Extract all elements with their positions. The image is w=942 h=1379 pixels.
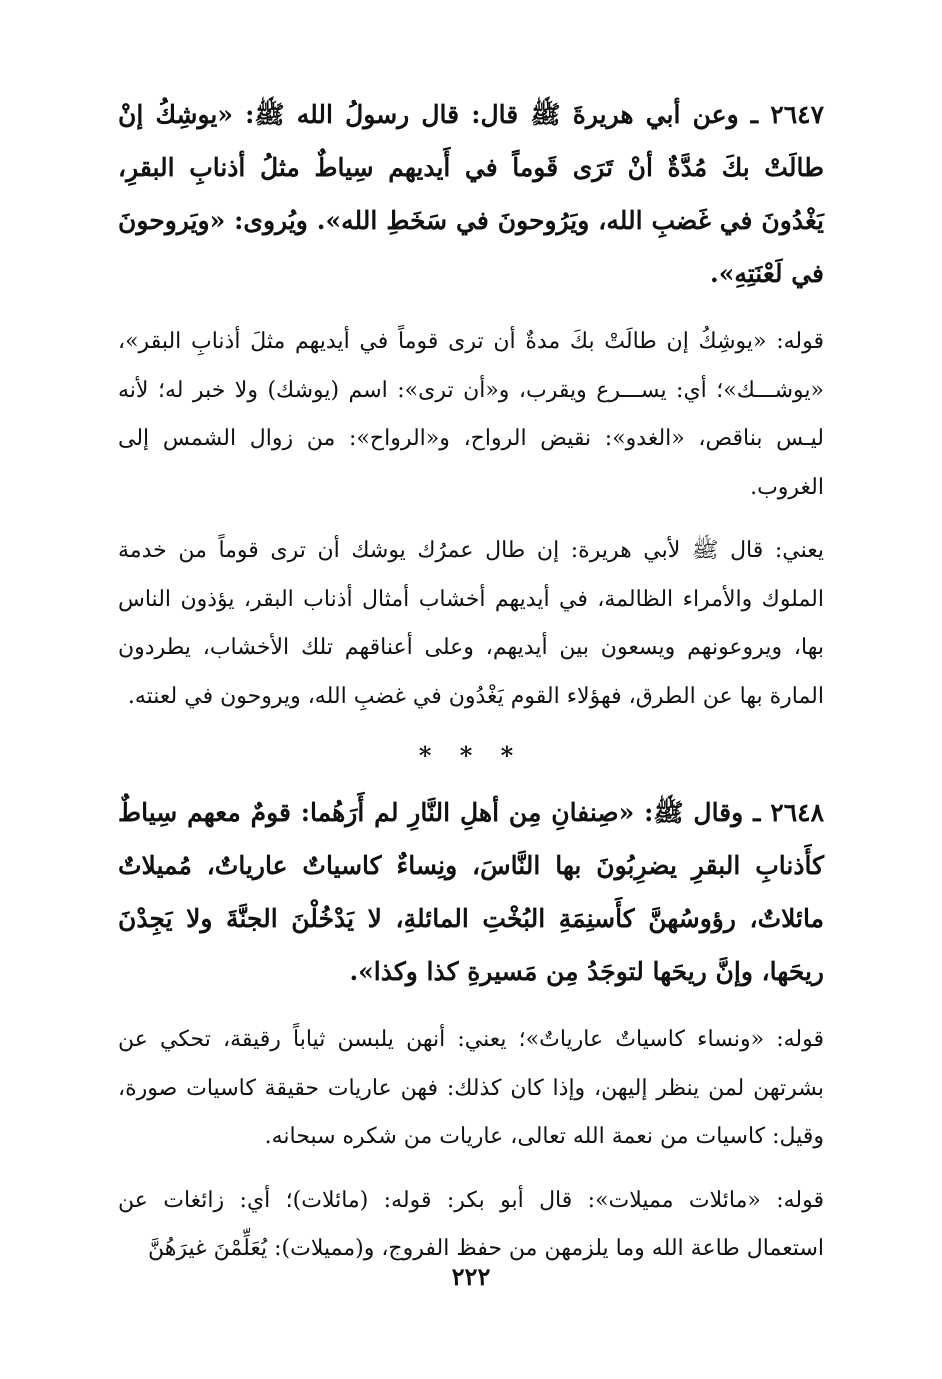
commentary-2648-explanation: قوله: «ونساء كاسياتٌ عارياتٌ»؛ يعني: أنهن يلبسن ثياباً رقيقة، تحكي عن بشرتهن لمن ينظر إليهن، وإذا كان كذلك: فهن عاريات حقيقة كاسيات صورة، وقيل: كاسيات من نعمة الله تعالى، عاريات من شكره سبحانه. — [118, 1027, 825, 1149]
hadith-2647: ٢٦٤٧ ـ وعن أبي هريرةَ ﷺ قال: قال رسولُ الله ﷺ: «يوشِكُ إنْ طالَتْ بكَ مُدَّةٌ أنْ تَرَى قَوماً في أَيديهم سِياطٌ مثلُ أذنابِ البقرِ، يَغْدُونَ في غَضبِ الله، ويَرُوحونَ في سَخَطِ الله». ويُروى: «ويَروحونَ في لَعْنَتِهِ». — [118, 100, 824, 288]
commentary-2647-meaning: يعني: قال ﷺ لأبي هريرة: إن طال عمرُك يوشك أن ترى قوماً من خدمة الملوك والأمراء الظالمة، في أيديهم أخشاب أمثال أذناب البقر، يؤذون الناس بها، ويروعونهم ويسعون بين أيديهم، وعلى أعناقهم تلك الأخشاب، يطردون المارة بها عن الطرق، فهؤلاء القوم يَغْدُون في غضبِ الله، ويروحون في لعنته. — [118, 538, 825, 709]
section-divider: * * * — [418, 741, 524, 770]
hadith-2648: ٢٦٤٨ ـ وقال ﷺ: «صِنفانِ مِن أهلِ النَّارِ لم أَرَهُما: قومٌ معهم سِياطٌ كأَذنابِ البقرِ يضرِبُونَ بها النَّاسَ، ونِساءٌ كاسياتٌ عارياتٌ، مُميلاتٌ مائلاتٌ، رؤوسُهنَّ كأَسنِمَةِ البُخْتِ المائلةِ، لا يَدْخُلْنَ الجنَّةَ ولا يَجِدْنَ ريحَها، وإنَّ ريحَها لتوجَدُ مِن مَسيرةِ كذا وكذا». — [118, 798, 824, 986]
commentary-2648-continued: قوله: «مائلات مميلات»: قال أبو بكر: قوله: (مائلات)؛ أي: زائغات عن استعمال طاعة الله وما يلزمهن من حفظ الفروج، و(مميلات): يُعَلِّمْنَ غيرَهُنَّ — [118, 1187, 824, 1261]
page-number: ٢٢٢ — [451, 1262, 491, 1291]
page-body — [118, 88, 824, 1289]
commentary-2647-explanation: قوله: «يوشِكُ إن طالَتْ بكَ مدةٌ أن ترى قوماً في أيديهم مثلَ أذنابِ البقر»، «يوشـــك»؛ أي: يســـرع ويقرب، و«أن ترى»: اسم (يوشك) ولا خبر له؛ لأنه ليـس بناقص، «الغدو»: نقيض الرواح، و«الرواح»: من زوال الشمس إلى الغروب. — [118, 329, 824, 500]
